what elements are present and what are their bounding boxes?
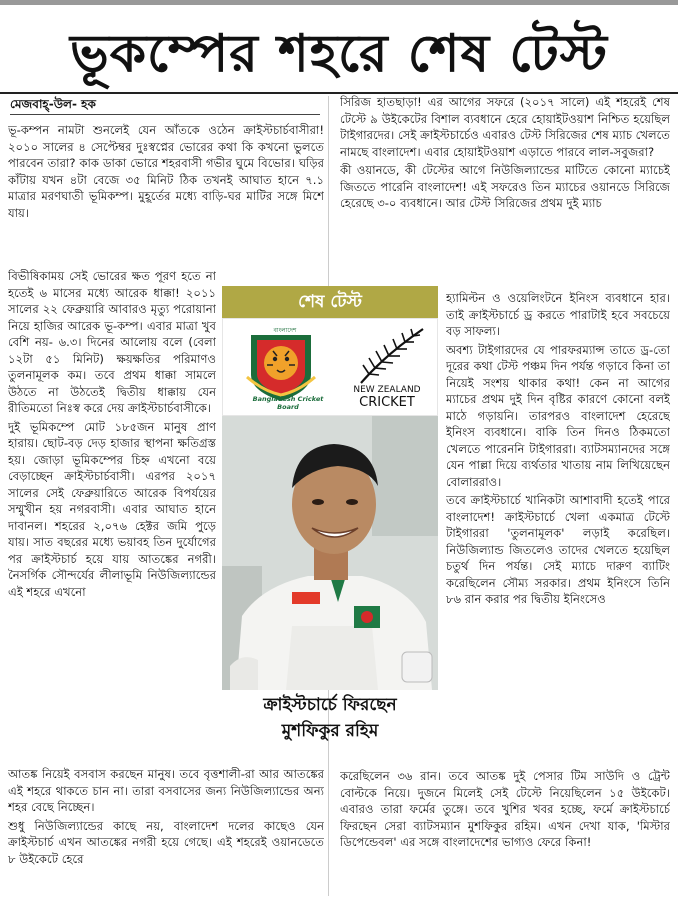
paragraph: শুধু নিউজিল্যান্ডের কাছে নয়, বাংলাদেশ দলের কাছেও যেন ক্রাইস্টচার্চ এখন আতঙ্কের নগরী হয়ে গেছে। এই শহরেই ওয়ানডেতে ৮ উইকেটে হেরে [8, 818, 324, 866]
caption-line-2: মুশফিকুর রহিম [281, 721, 379, 741]
nzc-wordmark [341, 385, 433, 410]
paragraph: আতঙ্ক নিয়েই বসবাস করছেন মানুষ। তবে বৃত্তশালী-রা আর আতঙ্কের এই শহরে থাকতে চান না। তারা বসবাসের জন্য নিউজিল্যান্ডের অন্য শহর বেছে নিচ্ছেন। [8, 767, 324, 814]
paragraph: বিভীষিকাময় সেই ভোরের ক্ষত পূরণ হতে না হতেই ৬ মাসের মধ্যে আরেক ধাক্কা! ২০১১ সালের ২২ ফেব্রুয়ারি আবারও মৃত্যু পরোয়ানা নিয়ে হাজির আরেক ভূ-কম্প। এবার মাত্রা খুব বেশি নয়- ৬.৩। দিনের আলোয় বলে (বেলা ১২টা ৫১ মিনিট) ক্ষয়ক্ষতির পরিমাণও তুলনামূলক কম। তবে প্রথম ধাক্কা সামলে উঠতে না উঠতেই দ্বিতীয় ধাক্কায় যেন রীতিমতো নিঃস্ব করে দেয় ক্রাইস্টচার্চবাসীকে। [8, 269, 216, 415]
bcb-top-text: বাংলাদেশ [273, 327, 297, 334]
paragraph: সিরিজ হাতছাড়া! এর আগের সফরে (২০১৭ সালে) এই শহরেই শেষ টেস্টে ৯ উইকেটের বিশাল ব্যবধানে হেরে হোয়াইটওয়াশ নিশ্চিত হয়েছিল টাইগারদের। সেই ক্রাইস্টচার্চেও এবারও টেস্ট সিরিজের শেষ ম্যাচ খেলতে নামছে বাংলাদেশ। এবার হোয়াইটওয়াশ এড়াতে পারবে লাল-সবুজরা? [340, 95, 670, 159]
paragraph: অবশ্য টাইগারদের যে পারফরম্যান্স তাতে ড্র-তো দূরের কথা টেস্ট পঞ্চম দিন পর্যন্ত গড়াবে কিনা তা নিয়েই সংশয় থাকার কথা! কেন না আগের ম্যাচের প্রথম দুই দিন বৃষ্টির কারণে কোনো বলই মাঠে গড়ায়নি। তারপরও বাংলাদেশ হেরেছে ইনিংস ব্যবধানে। বাকি তিন দিনও ঠিকমতো খেলতে পারেননি টাইগাররা। ব্যাটসম্যানদের সঙ্গে যেন পাল্লা দিয়ে ব্যর্থতার খাতায় নাম লিখিয়েছেন বোলাররাও। [446, 342, 670, 489]
nzc-line2: CRICKET [359, 395, 415, 410]
paragraph: হ্যামিল্টন ও ওয়েলিংটনে ইনিংস ব্যবধানে হার। তাই ক্রাইস্টচার্চে ড্র করতে পারাটাই হবে সবচেয়ে বড় সাফল্য। [446, 291, 670, 338]
bcb-name: Bangladesh Cricket Board [252, 395, 324, 411]
paragraph: তবে ক্রাইস্টচার্চে খানিকটা আশাবাদী হতেই পারে বাংলাদেশ! ক্রাইস্টচার্চে খেলা একমাত্র টেস্টে টাইগাররা 'তুলনামূলক' লড়াই করেছিল। নিউজিল্যান্ড জিতলেও তাদের খেলতে হয়েছিল চতুর্থ দিন পর্যন্ত। সেই ম্যাচে দারুণ ব্যাটিং করেছিলেন সৌম্য সরকার। প্রথম ইনিংসে তিনি ৮৬ রান করার পর দ্বিতীয় ইনিংসেও [446, 493, 670, 606]
paragraph: দুই ভূমিকম্পে মোট ১৮৫জন মানুষ প্রাণ হারায়। ছোট-বড় দেড় হাজার স্থাপনা ক্ষতিগ্রস্ত হয়। জোড়া ভূমিকম্পের চিহ্ন এখনো বয়ে বেড়াচ্ছেন ক্রাইস্টচার্চবাসী। এরপর ২০১৭ সালের সেই ফেব্রুয়ারিতে আরেক বিপর্যয়ের সম্মুখীন হয় নগরবাসী। এবার আঘাত হানে দাবানল। শহরের ২,০৭৬ হেক্টর জমি পুড়ে যায়। সাত বছরের মধ্যে ভয়াবহ তিন দুর্যোগের পর ক্রাইস্টচার্চ হয়ে যায় আতঙ্কের নগরী। নৈসর্গিক সৌন্দর্যের লীলাভূমি নিউজিল্যান্ডের এই শহরে এখনো [8, 419, 216, 599]
player-photo [222, 416, 438, 690]
silver-fern-icon [341, 325, 433, 385]
paragraph: ভূ-কম্পন নামটা শুনলেই যেন আঁতকে ওঠেন ক্রাইস্টচার্চবাসীরা! ২০১০ সালের ৪ সেপ্টেম্বর দুঃস্বপ্নের ভোরের কথা কি কখনো ভুলতে পারবেন তারা? কাক ডাকা ভোরে শহরবাসী গভীর ঘুমে বিভোর। ঘড়ির কাঁটায় যখন ৪টা বেজে ৩৫ মিনিট ঠিক তখনই আঘাত হানে ৭.১ মাত্রার মরণঘাতী ভূমিকম্প। মুহূর্তের মধ্যে বাড়ি-ঘর মাটির সঙ্গে মিশে যায়। [8, 123, 324, 220]
caption-line-1: ক্রাইস্টচার্চে ফিরছেন [263, 695, 397, 715]
article-column-3 [8, 766, 324, 902]
photo-caption [222, 692, 438, 744]
article-column-4 [340, 94, 670, 290]
bcb-logo [233, 325, 329, 411]
paragraph: করেছিলেন ৩৬ রান। তবে আতঙ্ক দুই পেসার টিম সাউদি ও ট্রেন্ট বোল্টকে নিয়ে। দুজনে মিলেই সেই টেস্টে নিয়েছিলেন ১৫ উইকেট। এবারও তারা ফর্মের তুঙ্গে। তবে খুশির খবর হচ্ছে, ফর্মে ক্রাইস্টচার্চে ফিরছেন সেরা ব্যাটসম্যান মুশফিকুর রহিম। এখন দেখা যাক, 'মিস্টার ডিপেন্ডেবল' এর সঙ্গে বাংলাদেশের ভাগ্যও ফেরে কিনা! [340, 769, 670, 849]
nzc-logo [341, 325, 433, 411]
article-column-2 [8, 268, 216, 766]
team-logos [222, 318, 438, 416]
page-title: ভূকম্পের শহরে শেষ টেস্ট [70, 24, 608, 84]
inset-label: শেষ টেস্ট [222, 286, 438, 318]
article-column-6 [340, 768, 670, 902]
byline: মেজবাহ্-উল- হক [10, 96, 320, 115]
nzc-line1: NEW ZEALAND [353, 385, 421, 395]
paragraph: কী ওয়ানডে, কী টেস্টের আগে নিউজিল্যান্ডের মাটিতে কোনো ম্যাচেই জিততে পারেনি বাংলাদেশ! এই সফরেও তিন ম্যাচের ওয়ানডে সিরিজে হেরেছে ৩-০ ব্যবধানে। আর টেস্ট সিরিজের প্রথম দুই ম্যাচ [340, 163, 670, 210]
top-rule [0, 0, 678, 5]
article-column-5 [446, 290, 670, 768]
article-column-1 [8, 122, 324, 268]
cricketer-illustration [222, 416, 438, 690]
